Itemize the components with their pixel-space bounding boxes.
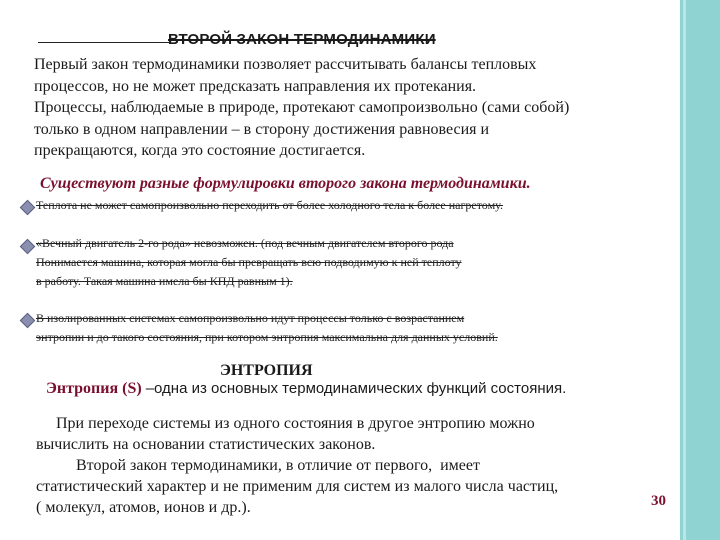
bullet-line: в работу. Такая машина имела бы КПД равным 1).: [36, 274, 293, 288]
entropy-term: Энтропия: [46, 380, 119, 397]
intro-line: прекращаются, когда это состояние достигается.: [34, 142, 366, 159]
body-line: Второй закон термодинамики, в отличие от первого, имеет: [36, 457, 480, 474]
bullet-line: Понимается машина, которая могла бы превращать всю подводимую к ней теплоту: [36, 255, 462, 269]
entropy-definition: [46, 380, 566, 398]
bullet-line: «Вечный двигатель 2-го рода» невозможен. (под вечным двигателем второго рода: [36, 236, 454, 250]
title-rule: [38, 42, 170, 43]
intro-line: Процессы, наблюдаемые в природе, протекают самопроизвольно (сами собой): [34, 99, 570, 116]
intro-line: Первый закон термодинамики позволяет рассчитывать балансы тепловых: [34, 56, 537, 73]
slide-title: ВТОРОЙ ЗАКОН ТЕРМОДИНАМИКИ: [168, 31, 436, 48]
entropy-definition-text: –одна из основных термодинамических функций состояния.: [145, 380, 567, 397]
entropy-symbol: (S): [122, 380, 142, 397]
intro-line: процессов, но не может предсказать направления их протекания.: [34, 77, 477, 95]
intro-line: только в одном направлении – в сторону достижения равновесия и: [34, 120, 490, 138]
bullet-item-1: [36, 196, 666, 215]
bullet-diamond-icon: [20, 313, 36, 329]
bullet-line: Теплота не может самопроизвольно переходить от более холодного тела к более нагретому.: [36, 198, 503, 212]
page-number: 30: [651, 493, 666, 509]
bullet-item-3: [36, 309, 666, 347]
body-line: статистический характер и не применим для систем из малого числа частиц,: [36, 478, 559, 495]
entropy-heading: ЭНТРОПИЯ: [220, 362, 313, 379]
bullet-line: энтропии и до такого состояния, при котором энтропия максимальна для данных условий.: [36, 330, 498, 344]
intro-paragraph: [34, 54, 679, 162]
bullet-line: В изолированных системах самопроизвольно идут процессы только с возрастанием: [36, 311, 465, 325]
body-line: ( молекул, атомов, ионов и др.).: [36, 499, 251, 516]
right-accent-stripe: [683, 0, 686, 540]
right-accent-band: [680, 0, 720, 540]
formulations-subheading: Существуют разные формулировки второго закона термодинамики.: [40, 175, 531, 192]
bullet-diamond-icon: [20, 200, 36, 216]
bullet-diamond-icon: [20, 239, 36, 255]
bullet-item-2: [36, 234, 666, 291]
entropy-body: [36, 413, 676, 518]
body-line: вычислить на основании статистических законов.: [36, 436, 376, 453]
body-line: При переходе системы из одного состояния в другое энтропию можно: [36, 415, 535, 432]
